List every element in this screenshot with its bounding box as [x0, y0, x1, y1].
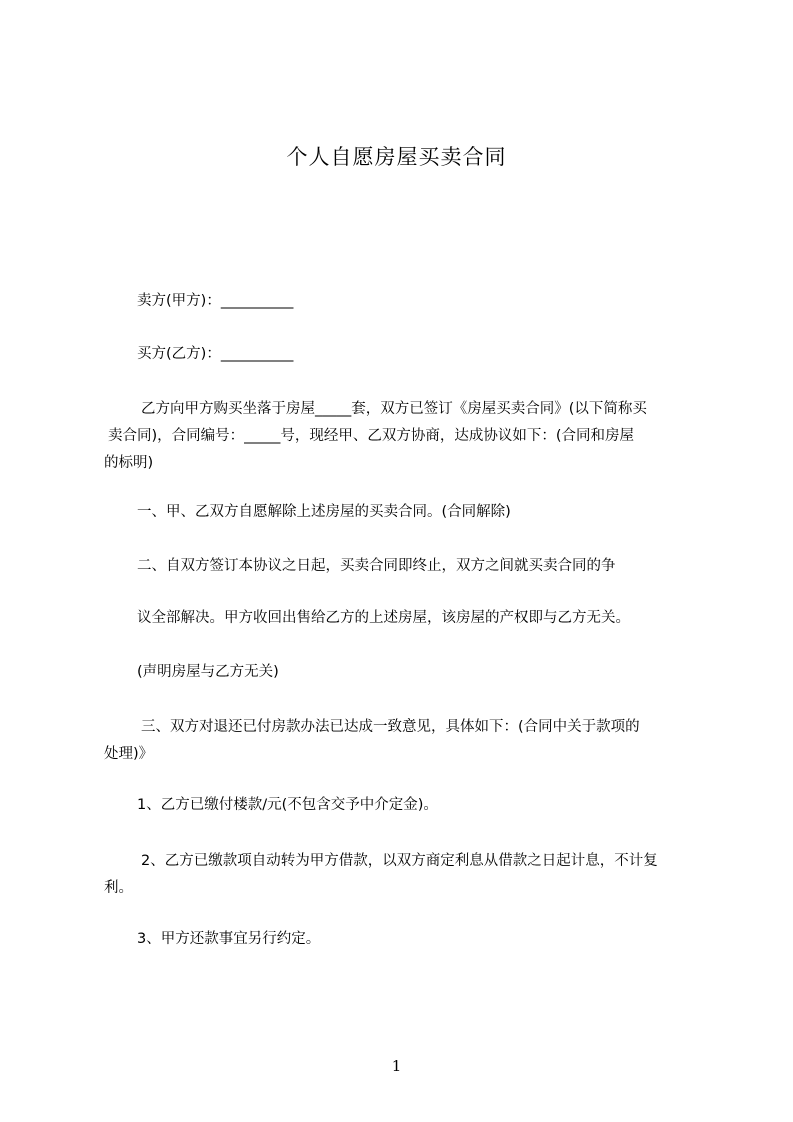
item-2-line-1: 2、乙方已缴款项自动转为甲方借款，以双方商定利息从借款之日起计息，不计复: [141, 853, 658, 869]
clause-1: 一、甲、乙双方自愿解除上述房屋的买卖合同。(合同解除): [137, 504, 511, 520]
clause-2-line-2: 议全部解决。甲方收回出售给乙方的上述房屋，该房屋的产权即与乙方无关。: [137, 610, 630, 626]
clause-2-line-3: (声明房屋与乙方无关): [137, 664, 279, 680]
clause-3-line-1: 三、双方对退还已付房款办法已达成一致意见，具体如下：(合同中关于款项的: [141, 719, 640, 735]
clause-2-line-1: 二、自双方签订本协议之日起，买卖合同即终止，双方之间就买卖合同的争: [137, 558, 616, 574]
intro-line-1: 乙方向甲方购买坐落于房屋_____套，双方已签订《房屋买卖合同》(以下简称买: [141, 401, 647, 417]
item-1: 1、乙方已缴付楼款/元(不包含交予中介定金)。: [137, 797, 438, 813]
intro-line-2: 卖合同)，合同编号：_____号，现经甲、乙双方协商，达成协议如下：(合同和房屋: [108, 428, 635, 444]
item-3: 3、甲方还款事宜另行约定。: [137, 931, 321, 947]
buyer-line: 买方(乙方)：__________: [137, 346, 294, 362]
page-number: 1: [391, 1057, 402, 1075]
document-title: 个人自愿房屋买卖合同: [286, 145, 507, 169]
intro-line-3: 的标明): [104, 455, 154, 471]
seller-line: 卖方(甲方)：__________: [137, 293, 294, 309]
item-2-line-2: 利。: [104, 880, 133, 896]
clause-3-line-2: 处理)》: [104, 746, 154, 762]
